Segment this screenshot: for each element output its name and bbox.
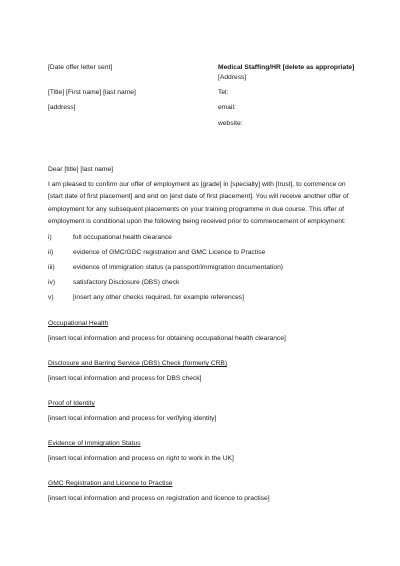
section-text-dbs-check: [insert local information and process for DBS check] bbox=[48, 375, 202, 382]
list-item-number: ii) bbox=[48, 249, 54, 256]
tel-label: Tel: bbox=[218, 89, 229, 96]
list-item-number: v) bbox=[48, 294, 54, 301]
list-item-text: satisfactory Disclosure (DBS) check bbox=[73, 279, 180, 286]
body-paragraph: I am pleased to confirm our offer of employment as [grade] in [specialty] with [trust], to commence on [start date of first placement] and end on [end date of first placement]. You will receive another offer of employment for any subsequent placements on your training programme in due course. This offer of employment is conditional upon the following being received prior to commencement of employment: bbox=[48, 181, 349, 225]
section-text-occupational-health: [insert local information and process for obtaining occupational health clearance] bbox=[48, 335, 286, 342]
sender-address: [Address] bbox=[218, 74, 247, 81]
list-item-text: evidence of immigration status (a passport/immigration documentation) bbox=[73, 264, 284, 271]
greeting: Dear [title] [last name] bbox=[48, 166, 114, 173]
recipient-address: [address] bbox=[48, 104, 76, 111]
list-item-number: iii) bbox=[48, 264, 55, 271]
section-text-gmc-registration: [insert local information and process on registration and licence to practise] bbox=[48, 495, 270, 502]
list-item-text: full occupational health clearance bbox=[73, 234, 172, 241]
section-heading-proof-of-identity: Proof of Identity bbox=[48, 400, 95, 407]
sender-title: Medical Staffing/HR [delete as appropriate] bbox=[218, 64, 355, 71]
section-text-immigration-status: [insert local information and process on right to work in the UK] bbox=[48, 455, 234, 462]
recipient-name: [Title] [First name] [last name] bbox=[48, 89, 136, 96]
section-heading-dbs-check: Disclosure and Barring Service (DBS) Check (formerly CRB) bbox=[48, 360, 228, 367]
section-text-proof-of-identity: [insert local information and process for verifying identity] bbox=[48, 415, 217, 422]
list-item-number: iv) bbox=[48, 279, 56, 286]
section-heading-gmc-registration: GMC Registration and Licence to Practise bbox=[48, 480, 173, 487]
website-label: website: bbox=[218, 120, 243, 127]
date-sent: [Date offer letter sent] bbox=[48, 64, 113, 71]
list-item-text: [insert any other checks required, for example references] bbox=[73, 294, 244, 301]
list-item-text: evidence of GMC/GDC registration and GMC Licence to Practise bbox=[73, 249, 266, 256]
section-heading-occupational-health: Occupational Health bbox=[48, 320, 109, 327]
section-heading-immigration-status: Evidence of Immigration Status bbox=[48, 440, 141, 447]
list-item-number: i) bbox=[48, 234, 52, 241]
email-label: email: bbox=[218, 104, 236, 111]
